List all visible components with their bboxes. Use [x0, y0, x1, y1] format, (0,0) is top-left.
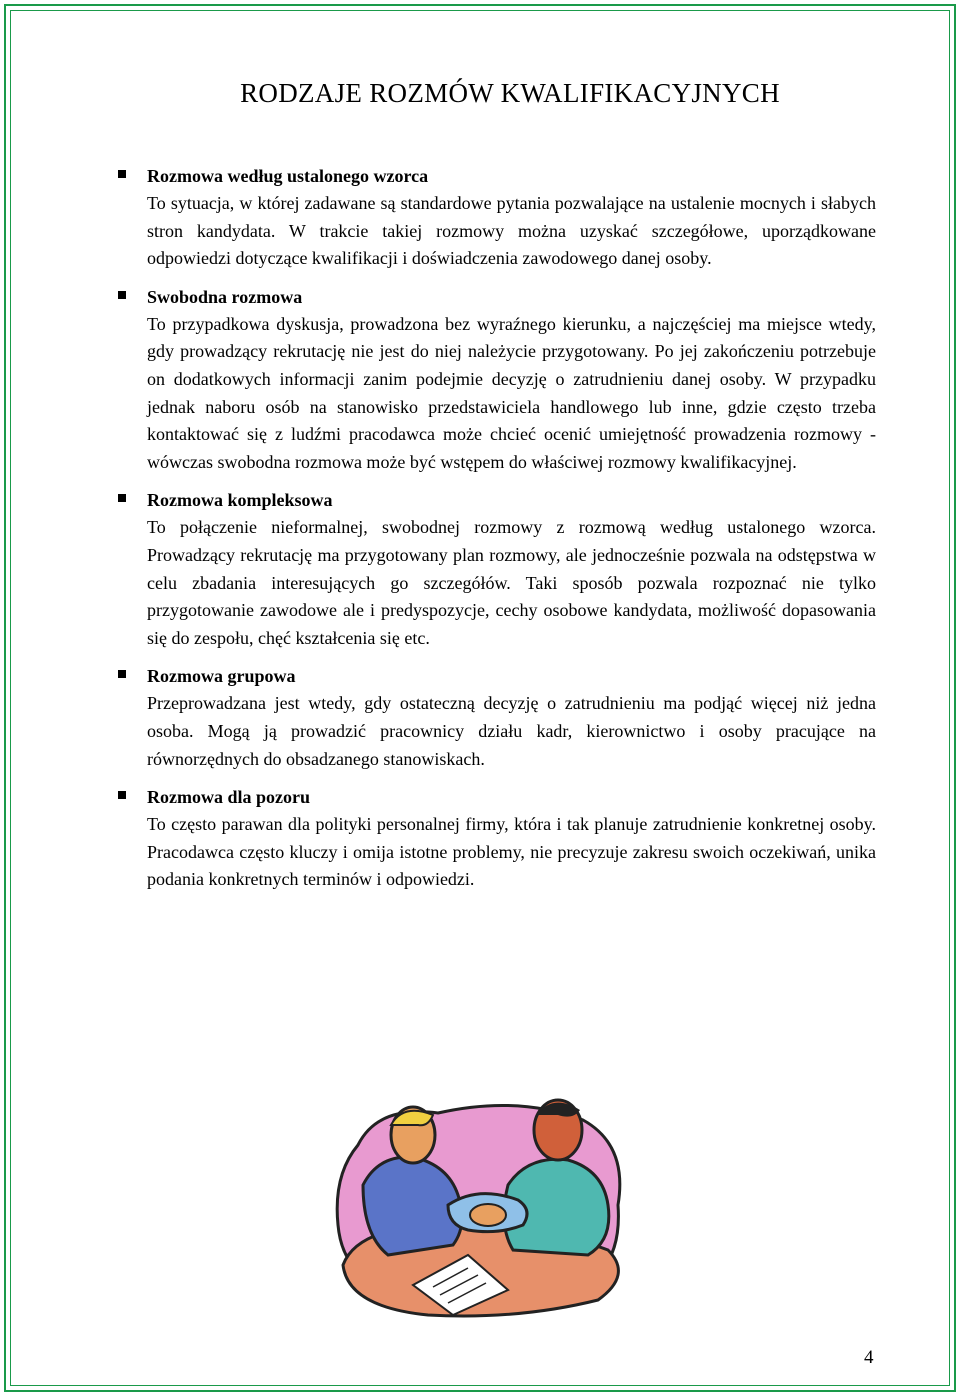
handshake-illustration — [318, 1075, 638, 1325]
section-heading: Rozmowa dla pozoru — [147, 787, 310, 808]
section-body: Przeprowadzana jest wtedy, gdy ostateczną decyzję o zatrudnieniu ma podjąć więcej niż jedna osoba. Mogą ją prowadzić pracownicy działu kadr, kierownictwo i osoby pracujące na równorzędnych do obsadzanego stanowiskach. — [147, 693, 876, 769]
square-bullet-icon — [118, 291, 126, 299]
section-item — [118, 663, 876, 773]
page-title: RODZAJE ROZMÓW KWALIFIKACYJNYCH — [240, 78, 780, 108]
section-body: To często parawan dla polityki personalnej firmy, która i tak planuje zatrudnienie konkretnej osoby. Pracodawca często kluczy i omija istotne problemy, nie precyzuje zakresu swoich oczekiwań, unika podania konkretnych terminów i odpowiedzi. — [147, 814, 876, 890]
section-item — [118, 487, 876, 652]
square-bullet-icon — [118, 791, 126, 799]
section-heading: Swobodna rozmowa — [147, 286, 303, 307]
sections-list — [118, 163, 876, 905]
square-bullet-icon — [118, 670, 126, 678]
square-bullet-icon — [118, 170, 126, 178]
section-heading: Rozmowa kompleksowa — [147, 490, 333, 511]
section-body: To połączenie nieformalnej, swobodnej rozmowy z rozmową według ustalonego wzorca. Prowadzący rekrutację ma przygotowany plan rozmowy, ale jednocześnie pozwala na odstępstwa w celu zbadania interesujących go szczegółów. Taki sposób pozwala rozpoznać nie tylko przygotowanie zawodowe ale i predyspozycje, cechy osobowe kandydata, możliwość dopasowania się do zespołu, chęć kształcenia się etc. — [147, 517, 876, 648]
section-item — [118, 163, 876, 273]
page-number: 4 — [864, 1347, 874, 1368]
section-heading: Rozmowa według ustalonego wzorca — [147, 166, 429, 186]
section-body: To przypadkowa dyskusja, prowadzona bez wyraźnego kierunku, a najczęściej ma miejsce wtedy, gdy prowadzący rekrutację nie jest do niej należycie przygotowany. Po jej zakończeniu potrzebuje on dodatkowych informacji zanim podejmie decyzję o zatrudnieniu danej osoby. W przypadku jednak naboru osób na stanowisko przedstawiciela handlowego lub inne, gdzie często trzeba kontaktować się z ludźmi pracodawca może chcieć ocenić umiejętność prowadzenia rozmowy - wówczas swobodna rozmowa może być wstępem do właściwej rozmowy kwalifikacyjnej. — [147, 313, 876, 472]
section-heading: Rozmowa grupowa — [147, 666, 296, 687]
section-body: To sytuacja, w której zadawane są standardowe pytania pozwalające na ustalenie mocnych i słabych stron kandydata. W trakcie takiej rozmowy można uzyskać szczegółowe, uporządkowane odpowiedzi dotyczące kwalifikacji i doświadczenia zawodowego danej osoby. — [147, 193, 876, 269]
square-bullet-icon — [118, 494, 126, 502]
section-item — [118, 284, 876, 477]
section-item — [118, 784, 876, 894]
